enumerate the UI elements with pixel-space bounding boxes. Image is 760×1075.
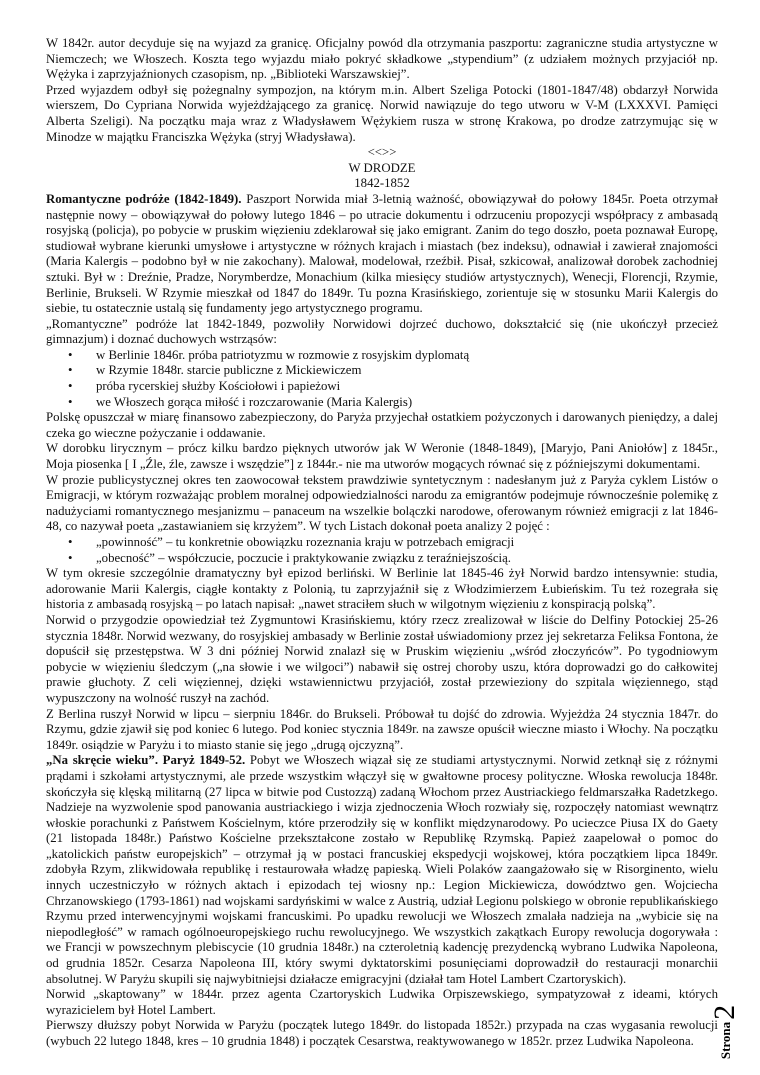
section-title: W DRODZE: [348, 160, 416, 175]
paragraph-hotel-lambert: Norwid „skaptowany” w 1844r. przez agenta Czartoryskich Ludwika Orpiszewskiego, sympatyzował z ideami, których wyrazicielem był Hotel Lambert.: [46, 987, 718, 1017]
document-body: [46, 36, 718, 1050]
separator: <<>>: [367, 145, 397, 160]
page-number-footer: [708, 985, 760, 1065]
page-number: 2: [708, 1004, 742, 1020]
paragraph-lead: „Na skręcie wieku”. Paryż 1849-52.: [46, 753, 246, 768]
paragraph-romantic-journeys: [46, 192, 718, 317]
list-item: • próba rycerskiej służby Kościołowi i papieżowi: [96, 379, 718, 395]
list-item: • we Włoszech gorąca miłość i rozczarowanie (Maria Kalergis): [96, 395, 718, 411]
page-label: Strona: [718, 1021, 734, 1060]
list-item: • w Rzymie 1848r. starcie publiczne z Mickiewiczem: [96, 363, 718, 379]
paragraph-intro-2: Przed wyjazdem odbył się pożegnalny sympozjon, na którym m.in. Albert Szeliga Potocki (1801-1847/48) obdarzył Norwida wierszem, Do Cypriana Norwida wyjeżdżającego za granicę. Norwid nawiązuje do tego utworu w V-M (LXXXVI. Pamięci Alberta Szeligi). Na początku maja wraz z Władysławem Wężykiem rusza w stronę Krakowa, po drodze zatrzymując się w Minodze w majątku Franciszka Wężyka (stryj Władysława).: [46, 82, 718, 144]
paragraph-century: [46, 753, 718, 987]
paragraph-prose: W prozie publicystycznej okres ten zaowocował tekstem prawdziwie syntetycznym : nadesłanym już z Paryża cyklem Listów o Emigracji, w którym rozważając problem moralnej odpowiedzialności narodu za emigrantów podejmuje równocześnie polemikę z nadużyciami romantycznego mesjanizmu – panaceum na wszelkie bolączki narodowe, oferowanym również emigracji z lat 1846-48, co nazywał poeta „zastawianiem się krzyżem”. W tych Listach dokonał poeta analizy 2 pojęć :: [46, 472, 718, 534]
list-item: • „powinność” – tu konkretnie obowiązku rozeznania kraju w potrzebach emigracji: [96, 535, 718, 551]
paragraph-lead: Romantyczne podróże (1842-1849).: [46, 191, 242, 206]
paragraph-text: Paszport Norwida miał 3-letnią ważność, obowiązywał do połowy 1845r. Poeta otrzymał następnie nowy – obowiązywał do połowy lutego 1846 – po utracie dokumentu i odrzuceniu propozycji współpracy z ambasadą rosyjską (policja), po pobycie w pruskim więzieniu zdeklarował się jako emigrant. Zanim do tego doszło, poeta poznawał Europę, studiował wybrane kierunki umysłowe i artystyczne w różnych krajach i miastach (bez indeksu), odnawiał i zawierał znajomości (Maria Kalergis – podobno był w nie zakochany). Malował, modelował, rzeźbił. Pisał, szkicował, analizował dorobek zachodniej sztuki. Był w : Dreźnie, Pradze, Norymberdze, Monachium (kilka miesięcy studiów artystycznych), Wenecji, Florencji, Rzymie, Berlinie, Brukseli. W Rzymie mieszkał od 1847 do 1849r. Tu pozna Krasińskiego, zorientuje się w stosunku Marii Kalergis do siebie, tu ostatecznie ustalą się fundamenty jego artystycznego programu.: [46, 191, 718, 316]
list-item: • „obecność” – współczucie, poczucie i praktykowanie związku z teraźniejszością.: [96, 551, 718, 567]
bullet-list-concepts: [46, 535, 718, 566]
paragraph-lyric: W dorobku lirycznym – prócz kilku bardzo pięknych utworów jak W Weronie (1848-1849), [Maryjo, Pani Aniołów] z 1845r., Moja piosenka [ I „Źle, źle, zawsze i wszędzie”] z 1844r.- nie ma utworów mogących równać się z późniejszymi dokumentami.: [46, 441, 718, 472]
section-years: 1842-1852: [354, 176, 410, 191]
list-item: • w Berlinie 1846r. próba patriotyzmu w rozmowie z rosyjskim dyplomatą: [96, 348, 718, 364]
paragraph-prison: Norwid o przygodzie opowiedział też Zygmuntowi Krasińskiemu, który rzecz zrealizował w liście do Delfiny Potockiej 25-26 stycznia 1848r. Norwid wezwany, do rosyjskiej ambasady w Berlinie został uświadomiony przez jej sekretarza Feliksa Fontona, że dopuścił się przestępstwa. W 3 dni później Norwid znalazł się w Pruskim więzieniu „wśród złoczyńców”. Po tygodniowym pobycie w więzieniu śledczym („na słowie i we wilgoci”) nabawił się ostrej choroby uszu, która doprowadzi go do całkowitej prawie głuchoty. Z celi więziennej, dzięki wstawiennictwu przyjaciół, został przewieziony do szpitala więziennego, stąd wypuszczony na wolność ruszył na zachód.: [46, 612, 718, 705]
paragraph-paris: Pierwszy dłuższy pobyt Norwida w Paryżu (początek lutego 1849r. do listopada 1852r.) przypada na czas wygasania rewolucji (wybuch 22 lutego 1848, kres – 10 grudnia 1848) i początek Cesarstwa, reaktywowanego w 1852r. przez Ludwika Napoleona.: [46, 1018, 718, 1048]
paragraph-intro-1: W 1842r. autor decyduje się na wyjazd za granicę. Oficjalny powód dla otrzymania paszportu: zagraniczne studia artystyczne w Niemczech; we Włoszech. Koszta tego wyjazdu miało pokryć składkowe „stypendium” (z udziałem możnych przyjaciół np. Wężyka i zaprzyjaźnionych czasopism, np. „Biblioteki Warszawskiej”.: [46, 36, 718, 82]
paragraph-poland: Polskę opuszczał w miarę finansowo zabezpieczony, do Paryża przyjechał ostatkiem pożyczonych i darowanych pieniędzy, a dalej czeka go wieczne pożyczanie i oddawanie.: [46, 410, 718, 440]
paragraph-brussels: Z Berlina ruszył Norwid w lipcu – sierpniu 1846r. do Brukseli. Próbował tu dojść do zdrowia. Wyjeżdża 24 stycznia 1847r. do Rzymu, gdzie zjawił się pod koniec 6 lutego. Pod koniec stycznia 1849r. na zawsze opuścił wieczne miasto i Włochy. Na początku 1849r. osiądzie w Paryżu i to miasto stanie się jego „drugą ojczyzną”.: [46, 706, 718, 752]
paragraph-berlin: W tym okresie szczególnie dramatyczny był epizod berliński. W Berlinie lat 1845-46 żył Norwid bardzo intensywnie: studia, adorowanie Marii Kalergis, ciągłe kontakty z Polonią, tu zaprzyjaźnił się z Włodzimierzem Łubieńskim. Tu też rozegrała się historia z ambasadą rosyjską – po latach napisał: „nawet straciłem słuch w wilgotnym więzieniu z konspiracją polską”.: [46, 566, 718, 612]
bullet-list-shocks: [46, 348, 718, 410]
paragraph-romantic-2: „Romantyczne” podróże lat 1842-1849, pozwoliły Norwidowi dojrzeć duchowo, dokształcić się (nie ukończył przecież gimnazjum) i doznać duchowych wstrząsów:: [46, 316, 718, 347]
paragraph-text: Pobyt we Włoszech wiązał się ze studiami artystycznymi. Norwid zetknął się z różnymi prądami i szkołami artystycznymi, ale przede wszystkim włączył się w gwałtowne procesy polityczne. Włoska rewolucja 1848r. skończyła się klęską militarną (27 lipca w bitwie pod Custozzą) zadaną Włochom przez Austriackiego feldmarszałka Radetzkego. Nadzieje na wyzwolenie spod panowania austriackiego i wizja zjednoczenia Włoch rozwiały się, rozpoczęły natomiast wewnątrz włoskie porachunki z Państwem Kościelnym, które przerodziły się w konflikt międzynarodowy. Po ucieczce Piusa IX do Gaety (21 listopada 1848r.) Państwo Kościelne przekształcone zostało w Republikę Rzymską. Papież zaapelował o pomoc do „katolickich państw europejskich” – otrzymał ją w postaci francuskiej ekspedycji wojskowej, która początkiem lipca 1849r. zdobyła Rzym, zlikwidowała republikę i restaurowała władzę papieską. Wieli Polaków zaangażowało się w Risorginento, wielu innych uczestniczyło w różnych aktach i epizodach tej wiosny np.: Legion Mickiewicza, dowództwo gen. Wojciecha Chrzanowskiego (1793-1861) nad wojskami sardyńskimi w walce z Austrią, udział Legionu polskiego w obronie republikańskiego Rzymu przed interwencyjnymi wojskami francuskimi. Po upadku rewolucji we Włoszech zmalała nadzieja na „wybicie się na niepodległość” w ramach ogólnoeuropejskiego ruchu rewolucyjnego. We wszystkich zakątkach Europy rewolucja dogorywała : we Francji w powszechnym plebiscycie (10 grudnia 1848r.) na czteroletnią kadencję prezydencką wybrano Ludwika Napoleona, od grudnia 1852r. Cesarza Napoleona III, który swymi dyktatorskimi posunięciami doprowadził do restauracji monarchii absolutnej. W Paryżu skupili się najwybitniejsi działacze emigracyjni (działał tam Hotel Lambert Czartoryskich).: [46, 753, 719, 986]
